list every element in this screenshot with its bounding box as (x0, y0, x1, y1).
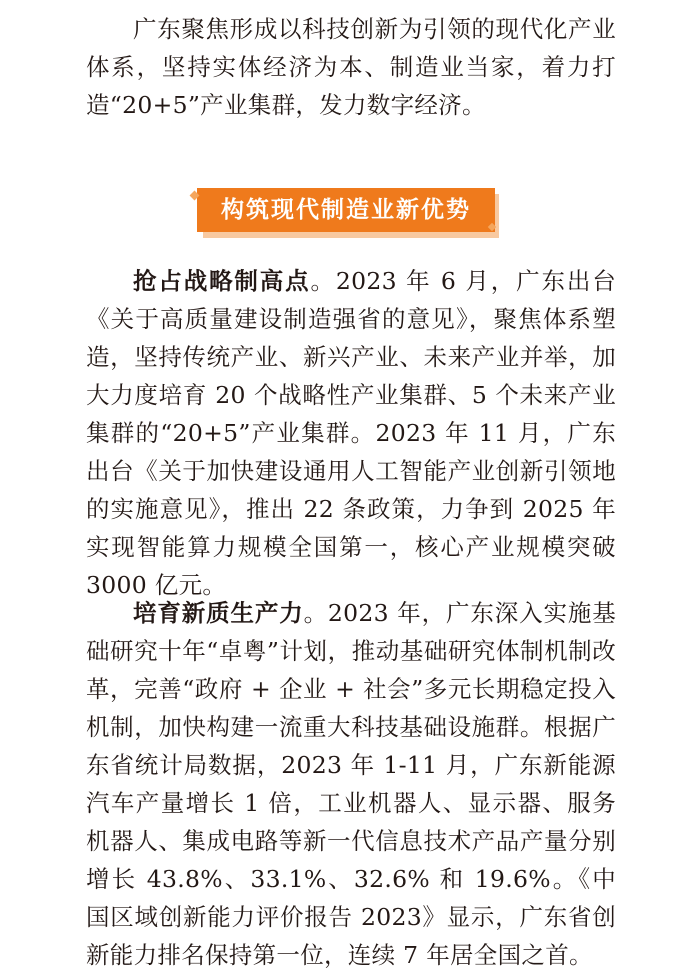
body-paragraph (86, 262, 616, 604)
section-banner (197, 188, 504, 242)
paragraph-lead: 培育新质生产力 (133, 599, 304, 627)
paragraph-lead: 抢占战略制高点 (133, 267, 311, 295)
intro-paragraph: 广东聚焦形成以科技创新为引领的现代化产业体系，坚持实体经济为本、制造业当家，着力打造“20+5”产业集群，发力数字经济。 (86, 15, 616, 119)
body-paragraph (86, 594, 616, 974)
paragraph-text: 。2023 年，广东深入实施基础研究十年“卓粤”计划，推动基础研究体制机制改革，完善“政府 + 企业 + 社会”多元长期稳定投入机制，加快构建一流重大科技基础设施群。根据广东省统计局数据，2023 年 1-11 月，广东新能源汽车产量增长 1 倍，工业机器人、显示器、服务机器人、集成电路等新一代信息技术产品产量分别增长 43.8%、33.1%、32.6% 和 19.6%。《中国区域创新能力评价报告 2023》显示，广东省创新能力排名保持第一位，连续 7 年居全国之首。 (86, 599, 616, 969)
section-title: 构筑现代制造业新优势 (221, 197, 471, 223)
paragraph-text: 。2023 年 6 月，广东出台《关于高质量建设制造强省的意见》，聚焦体系塑造，坚持传统产业、新兴产业、未来产业并举，加大力度培育 20 个战略性产业集群、5 个未来产业集群的“20+5”产业集群。2023 年 11 月，广东出台《关于加快建设通用人工智能产业创新引领地的实施意见》，推出 22 条政策，力争到 2025 年实现智能算力规模全国第一，核心产业规模突破 3000 亿元。 (86, 267, 616, 599)
